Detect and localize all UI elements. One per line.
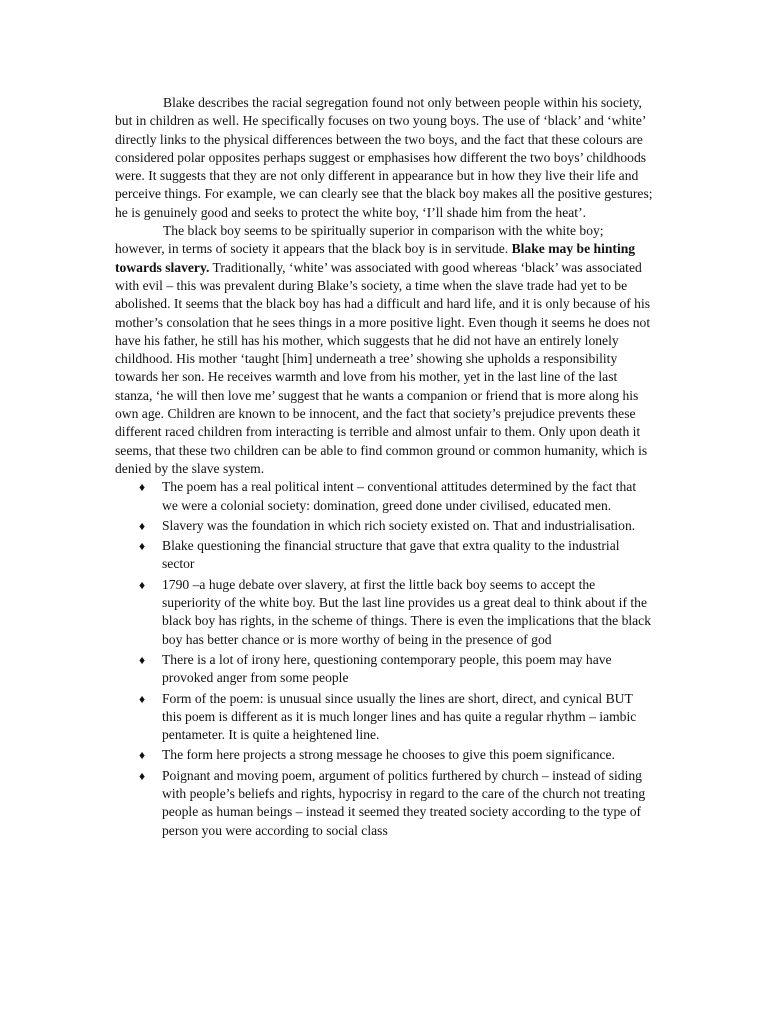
paragraph-2 xyxy=(115,222,655,478)
document-page xyxy=(115,94,655,842)
paragraph-2-text-start: The black boy seems to be spiritually superior in comparison with the white boy; however, in terms of society it appears that the black boy is in servitude. xyxy=(115,223,604,257)
list-item xyxy=(115,651,655,688)
paragraph-1 xyxy=(115,94,655,222)
list-item xyxy=(115,537,655,574)
diamond-bullet-icon: ♦ xyxy=(139,652,146,667)
list-item-text: There is a lot of irony here, questioning contemporary people, this poem may have provoked anger from some people xyxy=(162,651,612,686)
list-item-text: Form of the poem: is unusual since usually the lines are short, direct, and cynical BUT this poem is different as it is much longer lines and has quite a regular rhythm – iambic pentameter. It is quite a heightened line. xyxy=(162,690,637,743)
list-item-text: The form here projects a strong message he chooses to give this poem significance. xyxy=(162,747,615,763)
paragraph-2-text-end: Traditionally, ‘white’ was associated with good whereas ‘black’ was associated with evil – this was prevalent during Blake’s society, a time when the slave trade had yet to be abolished. It seems that the black boy has had a difficult and hard life, and it is only because of his mother’s consolation that he sees things in a more positive light. Even though it seems he does not have his father, he still has his mother, which suggests that he did not have an entirely lonely childhood. His mother ‘taught [him] underneath a tree’ showing she upholds a responsibility towards her son. He receives warmth and love from his mother, yet in the last line of the last stanza, ‘he will then love me’ suggest that he wants a companion or friend that is more along his own age. Children are known to be innocent, and the fact that society’s prejudice prevents these different raced children from interacting is terrible and almost unfair to them. Only upon death it seems, that these two children can be able to find common ground or common humanity, which is denied by the slave system. xyxy=(115,259,651,476)
list-item xyxy=(115,767,655,840)
diamond-bullet-icon: ♦ xyxy=(139,577,146,592)
diamond-bullet-icon: ♦ xyxy=(139,539,146,554)
diamond-bullet-icon: ♦ xyxy=(139,691,146,706)
list-item-text: 1790 –a huge debate over slavery, at first the little back boy seems to accept the superiority of the white boy. But the last line provides us a great deal to think about if the black boy has rights, in the scheme of things. There is even the implications that the black boy has better chance or is more worthy of being in the presence of god xyxy=(162,576,652,647)
paragraph-2-bold-phrase: Blake may be hinting towards slavery. xyxy=(115,241,636,275)
list-item-text: Poignant and moving poem, argument of politics furthered by church – instead of siding with people’s beliefs and rights, hypocrisy in regard to the care of the church not treating people as human beings – instead it seemed they treated society according to the type of person you were according to social class xyxy=(162,767,646,838)
list-item xyxy=(115,517,655,535)
diamond-bullet-icon: ♦ xyxy=(139,748,146,763)
diamond-bullet-icon: ♦ xyxy=(139,480,146,495)
paragraph-1-text: Blake describes the racial segregation found not only between people within his society, but in children as well. He specifically focuses on two young boys. The use of ‘black’ and ‘white’ directly links to the physical differences between the two boys, and the fact that these colours are considered polar opposites perhaps suggest or emphasises how different the two boys’ childhoods were. It suggests that they are not only different in appearance but in how they live their life and perceive things. For example, we can clearly see that the black boy makes all the positive gestures; he is genuinely good and seeks to protect the white boy, ‘I’ll shade him from the heat’. xyxy=(115,95,653,220)
list-item xyxy=(115,576,655,649)
list-item xyxy=(115,478,655,515)
list-item-text: Slavery was the foundation in which rich society existed on. That and industrialisation. xyxy=(162,517,636,533)
list-item xyxy=(115,746,655,764)
diamond-bullet-icon: ♦ xyxy=(139,518,146,533)
list-item-text: Blake questioning the financial structure that gave that extra quality to the industrial sector xyxy=(162,538,620,572)
list-item xyxy=(115,690,655,745)
diamond-bullet-icon: ♦ xyxy=(139,768,146,783)
bullet-list-2 xyxy=(115,690,655,840)
bullet-list-1 xyxy=(115,478,655,687)
list-item-text: The poem has a real political intent – conventional attitudes determined by the fact that we were a colonial society: domination, greed done under civilised, educated men. xyxy=(162,479,637,513)
